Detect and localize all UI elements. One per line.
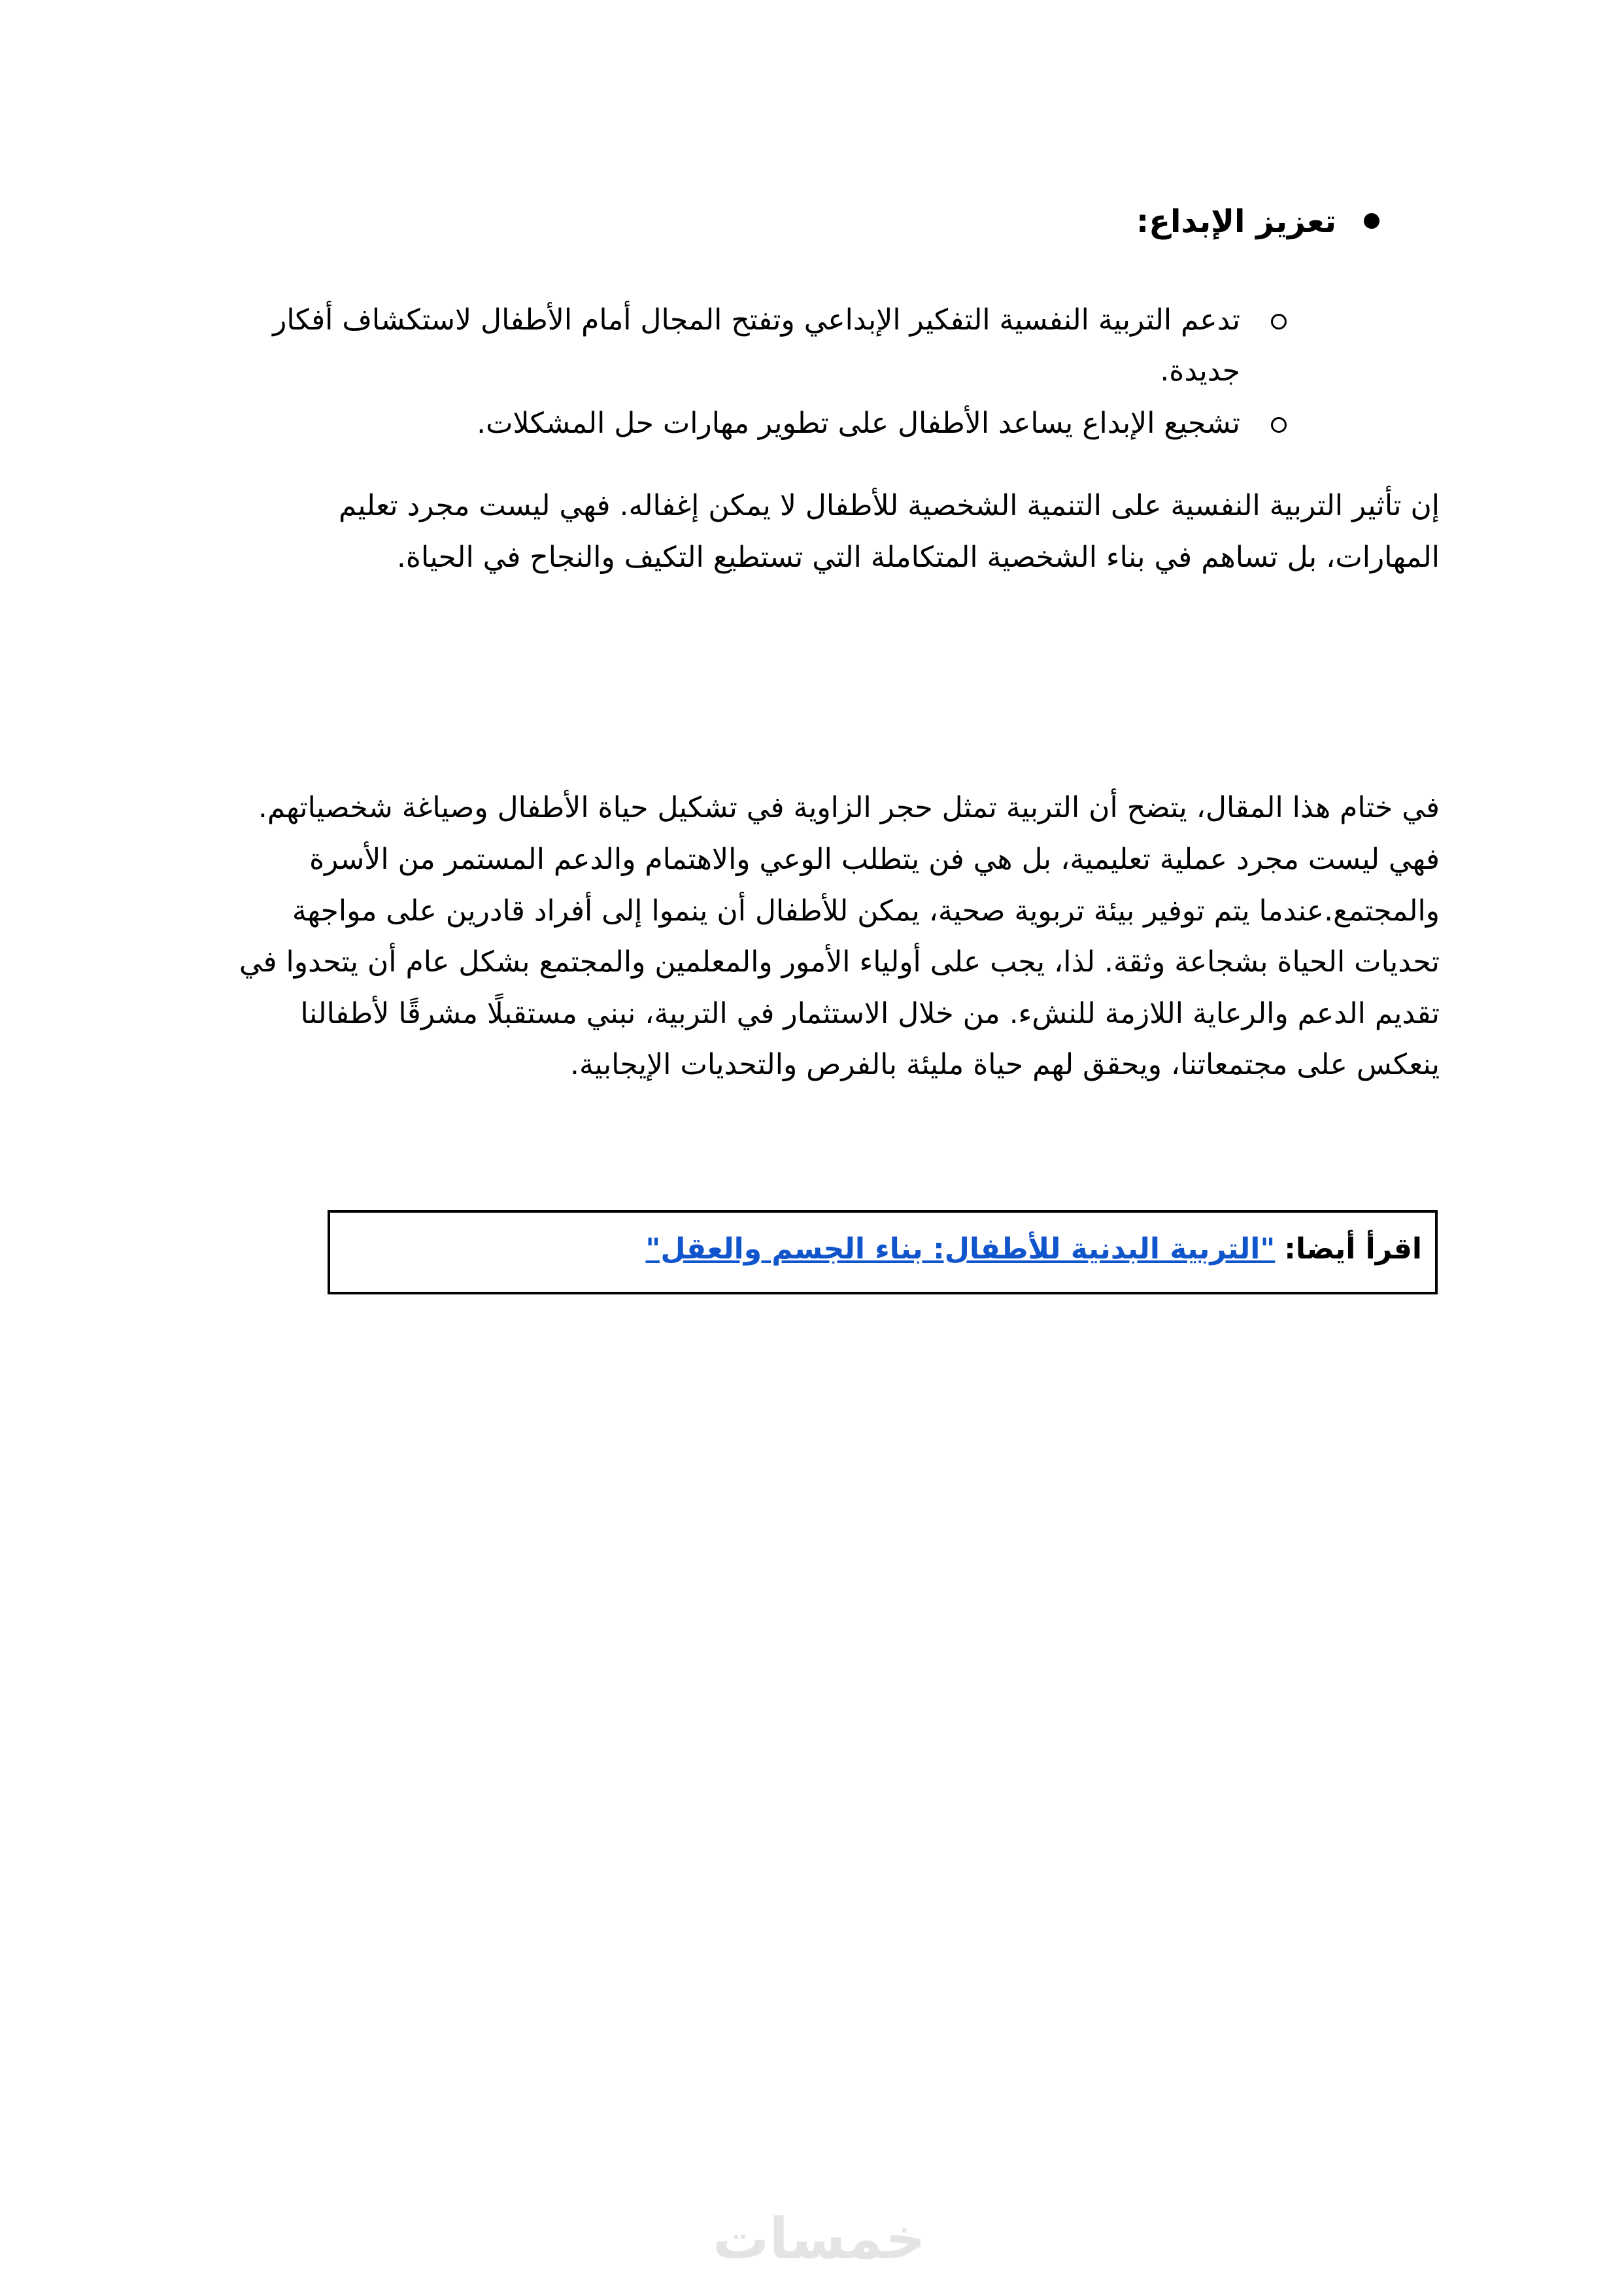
conclusion-line-3: والمجتمع.عندما يتم توفير بيئة تربوية صحية، يمكن للأطفال أن ينموا إلى أفراد قادرين على مواجهة (292, 894, 1440, 928)
conclusion-line-1: في ختام هذا المقال، يتضح أن التربية تمثل حجر الزاوية في تشكيل حياة الأطفال وصياغة شخصياتهم. (258, 791, 1440, 824)
section-heading: تعزيز الإبداع: (1136, 203, 1336, 240)
paragraph1-line-1: إن تأثير التربية النفسية على التنمية الشخصية للأطفال لا يمكن إغفاله. فهي ليست مجرد تعليم (338, 489, 1440, 522)
sub-item-2-line-1: تشجيع الإبداع يساعد الأطفال على تطوير مهارات حل المشكلات. (477, 407, 1240, 440)
read-also-label: اقرأ أيضا: (1284, 1232, 1422, 1266)
circle-bullet-icon (1271, 417, 1287, 433)
conclusion-line-2: فهي ليست مجرد عملية تعليمية، بل هي فن يتطلب الوعي والاهتمام والدعم المستمر من الأسرة (309, 843, 1440, 876)
read-also-text (645, 1230, 1422, 1269)
read-also-box (328, 1210, 1438, 1294)
read-also-link[interactable]: "التربية البدنية للأطفال: بناء الجسم والعقل" (645, 1232, 1276, 1266)
conclusion-line-5: تقديم الدعم والرعاية اللازمة للنشء. من خلال الاستثمار في التربية، نبني مستقبلًا مشرقًا لأطفالنا (300, 997, 1440, 1030)
sub-item-1-line-2: جديدة. (1160, 354, 1240, 388)
circle-bullet-icon (1271, 314, 1287, 329)
bullet-icon (1364, 213, 1379, 229)
conclusion-line-6: ينعكس على مجتمعاتنا، ويحقق لهم حياة مليئة بالفرص والتحديات الإيجابية. (570, 1048, 1440, 1081)
watermark-logo: خمسات (713, 2206, 926, 2272)
paragraph1-line-2: المهارات، بل تساهم في بناء الشخصية المتكاملة التي تستطيع التكيف والنجاح في الحياة. (396, 541, 1440, 574)
conclusion-line-4: تحديات الحياة بشجاعة وثقة. لذا، يجب على أولياء الأمور والمعلمين والمجتمع بشكل عام أن يتحدوا في (239, 945, 1440, 979)
sub-item-1-line-1: تدعم التربية النفسية التفكير الإبداعي وتفتح المجال أمام الأطفال لاستكشاف أفكار (273, 303, 1240, 337)
